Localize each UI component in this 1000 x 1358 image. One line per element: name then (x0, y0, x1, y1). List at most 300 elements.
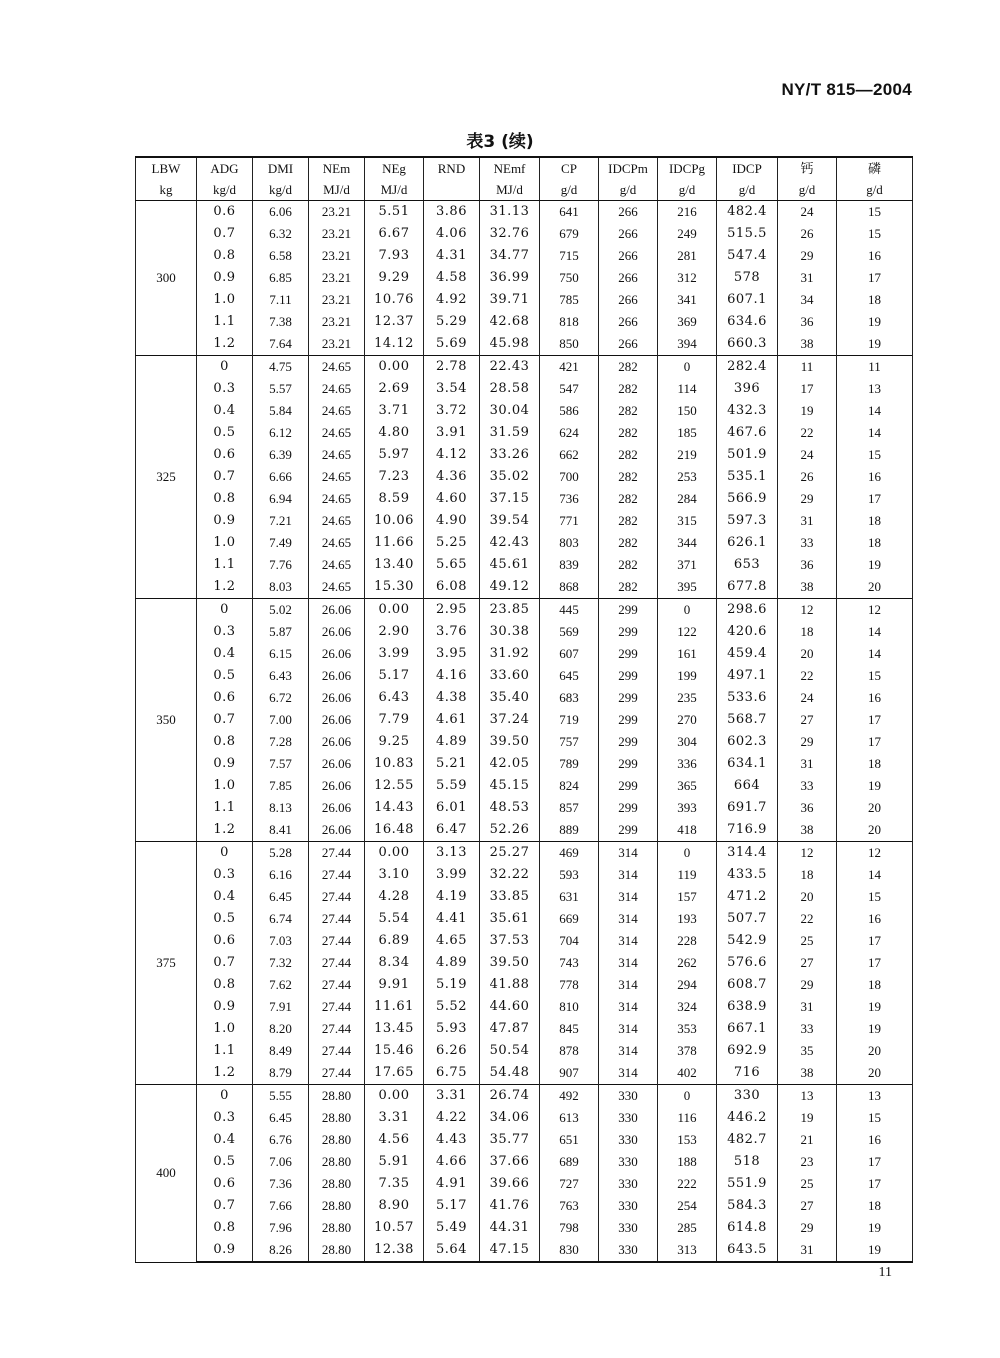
table-cell: 8.79 (253, 1062, 309, 1085)
table-cell: 3.31 (424, 1085, 480, 1108)
table-cell: 23.21 (309, 289, 365, 311)
table-cell: 26.74 (480, 1085, 540, 1108)
table-cell: 839 (540, 554, 599, 576)
table-cell: 35.77 (480, 1129, 540, 1151)
table-cell: 515.5 (717, 223, 778, 245)
table-cell: 716.9 (717, 819, 778, 842)
table-cell: 789 (540, 753, 599, 775)
table-cell: 18 (778, 864, 837, 886)
table-cell: 18 (837, 974, 913, 996)
table-cell: 5.64 (424, 1239, 480, 1262)
table-cell: 7.66 (253, 1195, 309, 1217)
table-cell: 402 (658, 1062, 717, 1085)
table-cell: 4.19 (424, 886, 480, 908)
table-cell: 15 (837, 201, 913, 224)
table-cell: 330 (599, 1129, 658, 1151)
table-cell: 482.4 (717, 201, 778, 224)
table-cell: 12 (778, 842, 837, 865)
table-cell: 857 (540, 797, 599, 819)
table-cell: 17 (837, 267, 913, 289)
table-cell: 4.12 (424, 444, 480, 466)
table-cell: 727 (540, 1173, 599, 1195)
table-cell: 314.4 (717, 842, 778, 865)
table-cell: 22 (778, 665, 837, 687)
table-cell: 569 (540, 621, 599, 643)
table-cell: 566.9 (717, 488, 778, 510)
table-cell: 13.40 (365, 554, 424, 576)
table-cell: 432.3 (717, 400, 778, 422)
table-cell: 24.65 (309, 466, 365, 488)
table-cell: 45.98 (480, 333, 540, 356)
table-cell: 586 (540, 400, 599, 422)
table-cell: 266 (599, 223, 658, 245)
table-cell: 31.13 (480, 201, 540, 224)
table-cell: 19 (778, 1107, 837, 1129)
table-cell: 314 (599, 1018, 658, 1040)
table-cell: 23.21 (309, 223, 365, 245)
table-cell: 47.87 (480, 1018, 540, 1040)
table-cell: 0.6 (197, 1173, 253, 1195)
table-cell: 818 (540, 311, 599, 333)
table-cell: 803 (540, 532, 599, 554)
table-cell: 7.91 (253, 996, 309, 1018)
table-row (136, 996, 913, 1018)
table-cell: 0.9 (197, 753, 253, 775)
table-cell: 653 (717, 554, 778, 576)
table-cell: 677.8 (717, 576, 778, 599)
table-row (136, 245, 913, 267)
table-cell: 33 (778, 532, 837, 554)
table-cell: 26.06 (309, 775, 365, 797)
table-row (136, 289, 913, 311)
table-cell: 34.77 (480, 245, 540, 267)
table-cell: 0.3 (197, 378, 253, 400)
table-cell: 0.8 (197, 731, 253, 753)
table-cell: 907 (540, 1062, 599, 1085)
table-row (136, 731, 913, 753)
table-cell: 26.06 (309, 731, 365, 753)
table-cell: 17 (837, 930, 913, 952)
table-cell: 31.59 (480, 422, 540, 444)
lbw-cell: 375 (136, 842, 197, 1085)
table-cell: 18 (837, 1195, 913, 1217)
table-cell: 24 (778, 687, 837, 709)
table-cell: 6.75 (424, 1062, 480, 1085)
table-cell: 4.38 (424, 687, 480, 709)
table-cell: 42.05 (480, 753, 540, 775)
table-cell: 624 (540, 422, 599, 444)
table-cell: 33.60 (480, 665, 540, 687)
table-row (136, 886, 913, 908)
column-header: 磷 (837, 157, 913, 179)
table-cell: 824 (540, 775, 599, 797)
table-cell: 1.1 (197, 1040, 253, 1062)
table-cell: 5.25 (424, 532, 480, 554)
table-cell: 5.21 (424, 753, 480, 775)
table-cell: 24.65 (309, 532, 365, 554)
table-cell: 0.7 (197, 952, 253, 974)
table-cell: 299 (599, 797, 658, 819)
table-cell: 1.0 (197, 1018, 253, 1040)
table-cell: 6.66 (253, 466, 309, 488)
table-cell: 282 (599, 466, 658, 488)
table-cell: 37.66 (480, 1151, 540, 1173)
table-cell: 12.37 (365, 311, 424, 333)
table-cell: 19 (837, 333, 913, 356)
table-cell: 28.80 (309, 1195, 365, 1217)
column-header: LBW (136, 157, 197, 179)
table-cell: 631 (540, 886, 599, 908)
table-cell: 15.30 (365, 576, 424, 599)
table-cell: 4.06 (424, 223, 480, 245)
table-cell: 850 (540, 333, 599, 356)
table-cell: 216 (658, 201, 717, 224)
table-cell: 314 (599, 952, 658, 974)
nutrient-requirements-table (135, 156, 913, 1263)
table-cell: 26.06 (309, 819, 365, 842)
table-cell: 8.59 (365, 488, 424, 510)
table-cell: 27.44 (309, 864, 365, 886)
table-cell: 459.4 (717, 643, 778, 665)
table-cell: 7.36 (253, 1173, 309, 1195)
table-cell: 11.66 (365, 532, 424, 554)
table-cell: 15 (837, 886, 913, 908)
table-cell: 4.41 (424, 908, 480, 930)
table-cell: 445 (540, 599, 599, 622)
column-unit: MJ/d (480, 179, 540, 201)
table-cell: 25 (778, 930, 837, 952)
table-cell: 8.13 (253, 797, 309, 819)
table-cell: 700 (540, 466, 599, 488)
table-cell: 29 (778, 488, 837, 510)
table-cell: 10.06 (365, 510, 424, 532)
table-cell: 4.43 (424, 1129, 480, 1151)
table-row (136, 576, 913, 599)
table-cell: 3.31 (365, 1107, 424, 1129)
table-cell: 7.96 (253, 1217, 309, 1239)
table-cell: 31 (778, 753, 837, 775)
table-cell: 868 (540, 576, 599, 599)
table-cell: 314 (599, 1040, 658, 1062)
table-cell: 371 (658, 554, 717, 576)
table-cell: 4.58 (424, 267, 480, 289)
table-cell: 0.4 (197, 400, 253, 422)
table-cell: 4.89 (424, 952, 480, 974)
table-cell: 7.28 (253, 731, 309, 753)
table-row (136, 1195, 913, 1217)
table-cell: 20 (837, 576, 913, 599)
table-cell: 0.8 (197, 1217, 253, 1239)
table-cell: 878 (540, 1040, 599, 1062)
table-cell: 16.48 (365, 819, 424, 842)
table-cell: 641 (540, 201, 599, 224)
table-cell: 4.92 (424, 289, 480, 311)
table-cell: 21 (778, 1129, 837, 1151)
table-row (136, 599, 913, 622)
table-cell: 27.44 (309, 996, 365, 1018)
table-cell: 27.44 (309, 930, 365, 952)
table-cell: 2.95 (424, 599, 480, 622)
table-cell: 660.3 (717, 333, 778, 356)
table-cell: 6.45 (253, 886, 309, 908)
table-cell: 4.65 (424, 930, 480, 952)
table-cell: 19 (837, 1217, 913, 1239)
table-cell: 299 (599, 731, 658, 753)
table-cell: 393 (658, 797, 717, 819)
table-cell: 6.67 (365, 223, 424, 245)
table-cell: 5.54 (365, 908, 424, 930)
table-cell: 3.72 (424, 400, 480, 422)
table-cell: 27 (778, 1195, 837, 1217)
table-cell: 199 (658, 665, 717, 687)
table-cell: 41.76 (480, 1195, 540, 1217)
table-cell: 28.80 (309, 1151, 365, 1173)
table-cell: 299 (599, 753, 658, 775)
table-cell: 3.91 (424, 422, 480, 444)
table-cell: 33.26 (480, 444, 540, 466)
table-cell: 613 (540, 1107, 599, 1129)
table-cell: 314 (599, 974, 658, 996)
table-cell: 3.71 (365, 400, 424, 422)
table-cell: 0.7 (197, 1195, 253, 1217)
table-cell: 31 (778, 1239, 837, 1262)
table-cell: 13 (837, 378, 913, 400)
table-cell: 18 (837, 289, 913, 311)
table-cell: 33.85 (480, 886, 540, 908)
table-cell: 0.7 (197, 223, 253, 245)
table-cell: 7.76 (253, 554, 309, 576)
table-cell: 119 (658, 864, 717, 886)
table-cell: 19 (837, 1239, 913, 1262)
table-cell: 26 (778, 466, 837, 488)
table-cell: 341 (658, 289, 717, 311)
table-cell: 547.4 (717, 245, 778, 267)
table-cell: 228 (658, 930, 717, 952)
table-cell: 542.9 (717, 930, 778, 952)
table-cell: 14.12 (365, 333, 424, 356)
table-cell: 222 (658, 1173, 717, 1195)
table-cell: 0.9 (197, 996, 253, 1018)
table-cell: 0.4 (197, 643, 253, 665)
table-cell: 26.06 (309, 599, 365, 622)
table-row (136, 1173, 913, 1195)
table-cell: 34.06 (480, 1107, 540, 1129)
table-cell: 0.5 (197, 1151, 253, 1173)
table-cell: 0 (197, 599, 253, 622)
table-cell: 533.6 (717, 687, 778, 709)
table-cell: 845 (540, 1018, 599, 1040)
table-cell: 29 (778, 731, 837, 753)
table-cell: 13 (778, 1085, 837, 1108)
table-cell: 28.80 (309, 1129, 365, 1151)
table-cell: 26.06 (309, 709, 365, 731)
table-cell: 42.43 (480, 532, 540, 554)
table-cell: 1.2 (197, 819, 253, 842)
table-cell: 9.25 (365, 731, 424, 753)
table-cell: 17 (837, 709, 913, 731)
table-cell: 467.6 (717, 422, 778, 444)
table-cell: 7.03 (253, 930, 309, 952)
table-cell: 282 (599, 444, 658, 466)
table-cell: 20 (778, 643, 837, 665)
lbw-cell: 300 (136, 201, 197, 356)
table-cell: 13.45 (365, 1018, 424, 1040)
table-cell: 44.60 (480, 996, 540, 1018)
table-cell: 0.9 (197, 510, 253, 532)
table-cell: 0 (658, 1085, 717, 1108)
table-cell: 778 (540, 974, 599, 996)
table-cell: 7.79 (365, 709, 424, 731)
table-cell: 266 (599, 201, 658, 224)
header-row-names (136, 157, 913, 179)
table-cell: 4.36 (424, 466, 480, 488)
table-cell: 17 (837, 1173, 913, 1195)
table-cell: 219 (658, 444, 717, 466)
table-cell: 18 (778, 621, 837, 643)
table-cell: 6.08 (424, 576, 480, 599)
table-cell: 24 (778, 444, 837, 466)
column-header: DMI (253, 157, 309, 179)
table-row (136, 864, 913, 886)
table-cell: 24.65 (309, 378, 365, 400)
table-row (136, 930, 913, 952)
table-cell: 6.06 (253, 201, 309, 224)
table-cell: 27.44 (309, 1040, 365, 1062)
table-cell: 7.06 (253, 1151, 309, 1173)
table-cell: 11.61 (365, 996, 424, 1018)
table-row (136, 1217, 913, 1239)
table-cell: 715 (540, 245, 599, 267)
table-cell: 4.22 (424, 1107, 480, 1129)
table-cell: 52.26 (480, 819, 540, 842)
table-cell: 535.1 (717, 466, 778, 488)
table-row (136, 1107, 913, 1129)
table-cell: 7.11 (253, 289, 309, 311)
table-cell: 0 (658, 842, 717, 865)
table-cell: 24 (778, 201, 837, 224)
table-cell: 667.1 (717, 1018, 778, 1040)
table-cell: 12 (837, 842, 913, 865)
header-row-units (136, 179, 913, 201)
table-row (136, 775, 913, 797)
table-cell: 547 (540, 378, 599, 400)
table-cell: 344 (658, 532, 717, 554)
table-cell: 6.01 (424, 797, 480, 819)
table-cell: 285 (658, 1217, 717, 1239)
table-cell: 5.17 (424, 1195, 480, 1217)
table-cell: 28.80 (309, 1107, 365, 1129)
column-unit: g/d (540, 179, 599, 201)
table-row (136, 223, 913, 245)
table-cell: 5.65 (424, 554, 480, 576)
table-cell: 330 (599, 1195, 658, 1217)
table-caption: 表3 (续) (466, 132, 534, 152)
table-cell: 17 (837, 488, 913, 510)
column-unit (424, 179, 480, 201)
table-cell: 798 (540, 1217, 599, 1239)
table-cell: 11 (778, 356, 837, 379)
column-header: CP (540, 157, 599, 179)
table-cell: 49.12 (480, 576, 540, 599)
table-cell: 42.68 (480, 311, 540, 333)
table-cell: 330 (599, 1107, 658, 1129)
table-cell: 0 (658, 599, 717, 622)
table-cell: 3.99 (424, 864, 480, 886)
table-cell: 282 (599, 488, 658, 510)
table-cell: 31.92 (480, 643, 540, 665)
table-cell: 0.3 (197, 1107, 253, 1129)
table-row (136, 1018, 913, 1040)
table-cell: 716 (717, 1062, 778, 1085)
table-cell: 692.9 (717, 1040, 778, 1062)
table-cell: 24.65 (309, 356, 365, 379)
table-cell: 27.44 (309, 886, 365, 908)
table-row (136, 1239, 913, 1262)
table-cell: 1.0 (197, 289, 253, 311)
table-cell: 14 (837, 400, 913, 422)
table-cell: 1.2 (197, 333, 253, 356)
table-cell: 0.6 (197, 201, 253, 224)
table-cell: 14 (837, 422, 913, 444)
table-cell: 39.54 (480, 510, 540, 532)
table-cell: 28.80 (309, 1173, 365, 1195)
table-cell: 150 (658, 400, 717, 422)
table-cell: 8.03 (253, 576, 309, 599)
table-cell: 31 (778, 996, 837, 1018)
table-cell: 22 (778, 422, 837, 444)
table-cell: 763 (540, 1195, 599, 1217)
table-cell: 41.88 (480, 974, 540, 996)
table-cell: 10.57 (365, 1217, 424, 1239)
table-cell: 304 (658, 731, 717, 753)
table-row (136, 532, 913, 554)
table-cell: 315 (658, 510, 717, 532)
table-row (136, 1040, 913, 1062)
table-cell: 7.85 (253, 775, 309, 797)
table-cell: 638.9 (717, 996, 778, 1018)
table-cell: 551.9 (717, 1173, 778, 1195)
table-cell: 20 (837, 1062, 913, 1085)
table-cell: 28.80 (309, 1085, 365, 1108)
table-cell: 20 (778, 886, 837, 908)
table-cell: 0.4 (197, 1129, 253, 1151)
table-row (136, 797, 913, 819)
table-cell: 614.8 (717, 1217, 778, 1239)
table-cell: 185 (658, 422, 717, 444)
column-header: ADG (197, 157, 253, 179)
table-cell: 15 (837, 665, 913, 687)
table-cell: 0.8 (197, 245, 253, 267)
table-cell: 19 (837, 1018, 913, 1040)
table-cell: 6.58 (253, 245, 309, 267)
table-cell: 26.06 (309, 797, 365, 819)
table-cell: 116 (658, 1107, 717, 1129)
table-cell: 507.7 (717, 908, 778, 930)
table-cell: 266 (599, 289, 658, 311)
table-cell: 253 (658, 466, 717, 488)
table-cell: 0 (658, 356, 717, 379)
table-cell: 32.76 (480, 223, 540, 245)
table-cell: 0 (197, 842, 253, 865)
column-unit: g/d (778, 179, 837, 201)
table-cell: 262 (658, 952, 717, 974)
table-cell: 298.6 (717, 599, 778, 622)
column-header: IDCPg (658, 157, 717, 179)
table-row (136, 753, 913, 775)
table-cell: 25.27 (480, 842, 540, 865)
table-cell: 266 (599, 311, 658, 333)
table-cell: 33 (778, 1018, 837, 1040)
